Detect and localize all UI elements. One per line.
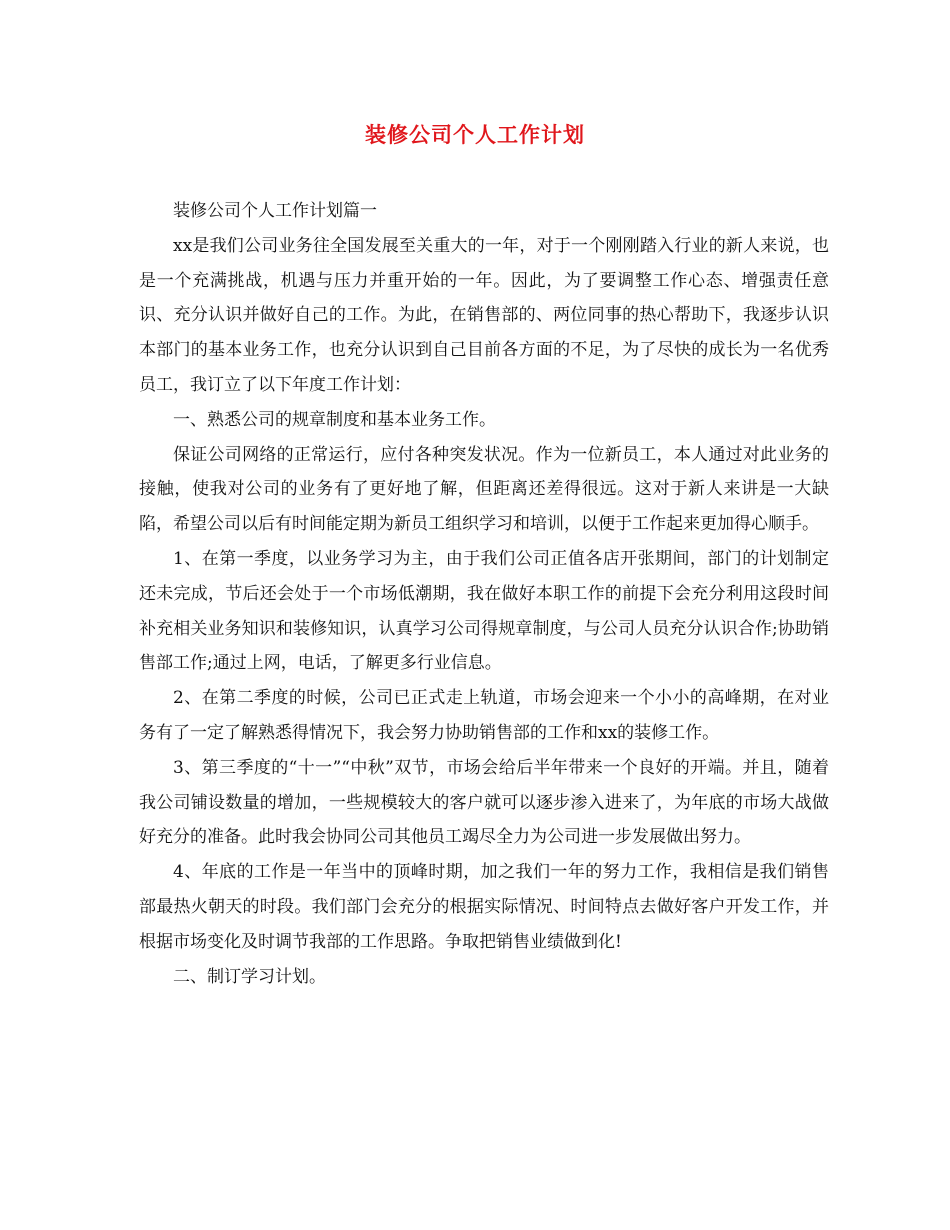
- paragraph-quarter-one: 1、在第一季度，以业务学习为主，由于我们公司正值各店开张期间，部门的计划制定还未完成，节后还会处于一个市场低潮期，我在做好本职工作的前提下会充分利用这段时间补充相关业务知识和装修知识，认真学习公司得规章制度，与公司人员充分认识合作;协助销售部工作;通过上网，电话，了解更多行业信息。: [139, 548, 829, 674]
- document-body: [139, 194, 829, 994]
- paragraph-quarter-three: 3、第三季度的“十一”“中秋”双节，市场会给后半年带来一个良好的开端。并且，随着我公司铺设数量的增加，一些规模较大的客户就可以逐步渗入进来了，为年底的市场大战做好充分的准备。此时我会协同公司其他员工竭尽全力为公司进一步发展做出努力。: [139, 757, 829, 848]
- heading-item-one: 一、熟悉公司的规章制度和基本业务工作。: [173, 409, 496, 430]
- intro-paragraph: xx是我们公司业务往全国发展至关重大的一年，对于一个刚刚踏入行业的新人来说，也是一个充满挑战，机遇与压力并重开始的一年。因此，为了要调整工作心态、增强责任意识、充分认识并做好自己的工作。为此，在销售部的、两位同事的热心帮助下，我逐步认识本部门的基本业务工作，也充分认识到自己目前各方面的不足，为了尽快的成长为一名优秀员工，我订立了以下年度工作计划：: [139, 235, 829, 395]
- heading-item-two: 二、制订学习计划。: [173, 966, 326, 987]
- paragraph-network-operation: 保证公司网络的正常运行，应付各种突发状况。作为一位新员工，本人通过对此业务的接触，使我对公司的业务有了更好地了解，但距离还差得很远。这对于新人来讲是一大缺陷，希望公司以后有时间能定期为新员工组织学习和培训，以便于工作起来更加得心顺手。: [139, 444, 829, 535]
- document-title: 装修公司个人工作计划: [365, 122, 585, 147]
- section-heading-part-one: 装修公司个人工作计划篇一: [173, 201, 377, 221]
- paragraph-year-end: 4、年底的工作是一年当中的顶峰时期，加之我们一年的努力工作，我相信是我们销售部最热火朝天的时段。我们部门会充分的根据实际情况、时间特点去做好客户开发工作，并根据市场变化及时调节我部的工作思路。争取把销售业绩做到化!: [139, 862, 829, 952]
- paragraph-quarter-two: 2、在第二季度的时候，公司已正式走上轨道，市场会迎来一个小小的高峰期，在对业务有了一定了解熟悉得情况下，我会努力协助销售部的工作和xx的装修工作。: [139, 688, 829, 743]
